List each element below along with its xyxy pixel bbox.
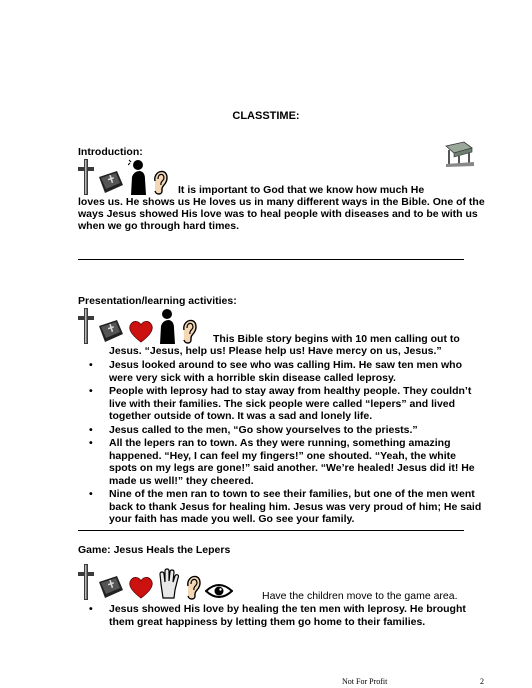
praying-person-icon (128, 159, 148, 195)
intro-lead: It is important to God that we know how much He (178, 184, 425, 196)
bullet-line: live with their families. The sick people were called “lepers” and lived (109, 397, 456, 410)
intro-heading: Introduction: (78, 146, 143, 158)
page-number: 2 (480, 677, 484, 686)
bullet-line: Jesus looked around to see who was calling Him. He saw ten men who (109, 359, 463, 371)
list-item (89, 603, 466, 628)
ear-icon (151, 167, 169, 195)
presentation-lead: This Bible story begins with 10 men calling out to (213, 333, 460, 345)
bullet-line: Nine of the men ran to town to see their families, but one of the men went (109, 488, 475, 500)
list-item (89, 423, 481, 437)
list-item (89, 488, 482, 526)
ear-icon (180, 316, 198, 344)
bullet-line: back to thank Jesus for healing him. Jesus was very proud of him; He said (109, 500, 482, 513)
bullet-glyph: • (89, 603, 93, 615)
bullet-glyph: • (89, 359, 93, 371)
bullet-line: together outside of town. It was a sad and lonely life. (109, 410, 373, 422)
bible-icon (97, 318, 125, 344)
school-desk-icon (444, 140, 476, 168)
game-icon-row (78, 560, 233, 600)
page-title: CLASSTIME: (232, 110, 300, 122)
presentation-bullet-list (89, 359, 482, 526)
praying-person-icon (157, 308, 177, 344)
bullet-glyph: • (89, 385, 93, 397)
ear-icon (184, 572, 202, 600)
hand-icon (157, 568, 181, 600)
bullet-line: spots on my legs are gone!” said another. “We’re healed! Jesus did it! He (109, 462, 475, 474)
list-item (89, 385, 481, 423)
bullet-glyph: • (89, 437, 93, 449)
game-lead: Have the children move to the game area. (262, 590, 458, 602)
presentation-lead-cont: Jesus. “Jesus, help us! Please help us! Have mercy on us, Jesus.” (109, 345, 442, 357)
list-item (89, 437, 481, 487)
intro-line-1: loves us. He shows us He loves us in many different ways in the Bible. One of the (78, 196, 485, 208)
cross-icon (78, 564, 94, 600)
presentation-icon-row (78, 304, 198, 344)
intro-icon-row (78, 155, 169, 195)
section-divider (78, 530, 464, 531)
intro-line-2: ways Jesus showed His love was to heal people with diseases and to be with us (78, 208, 478, 220)
presentation-heading: Presentation/learning activities: (78, 295, 237, 307)
bullet-line: were very sick with a horrible skin disease called leprosy. (109, 371, 396, 384)
bullet-line: happened. “Hey, I can feel my fingers!” one shouted. “Yeah, the white (109, 449, 456, 462)
bullet-line: All the lepers ran to town. As they were running, something amazing (109, 437, 451, 449)
heart-icon (128, 576, 154, 600)
bullet-line: made us well!” they cheered. (109, 474, 254, 487)
bullet-glyph: • (89, 423, 93, 436)
bullet-line: your faith has made you well. Go see your family. (109, 513, 355, 525)
section-divider (78, 259, 464, 260)
bullet-line: People with leprosy had to stay away from healthy people. They couldn’t (109, 385, 472, 397)
heart-icon (128, 320, 154, 344)
game-heading: Game: Jesus Heals the Lepers (78, 544, 231, 556)
cross-icon (78, 308, 94, 344)
game-bullet-list (89, 603, 466, 628)
eye-icon (205, 582, 233, 600)
bullet-line: Jesus showed His love by healing the ten men with leprosy. He brought (109, 603, 466, 615)
intro-line-3: when we go through hard times. (78, 220, 240, 232)
bible-icon (97, 574, 125, 600)
bullet-glyph: • (89, 488, 93, 500)
footer-note: Not For Profit (342, 677, 388, 686)
bullet-line: them great happiness by letting them go home to their families. (109, 615, 426, 628)
bible-icon (97, 169, 125, 195)
list-item (89, 359, 481, 384)
cross-icon (78, 159, 94, 195)
bullet-line: Jesus called to the men, “Go show yourselves to the priests.” (109, 423, 418, 436)
